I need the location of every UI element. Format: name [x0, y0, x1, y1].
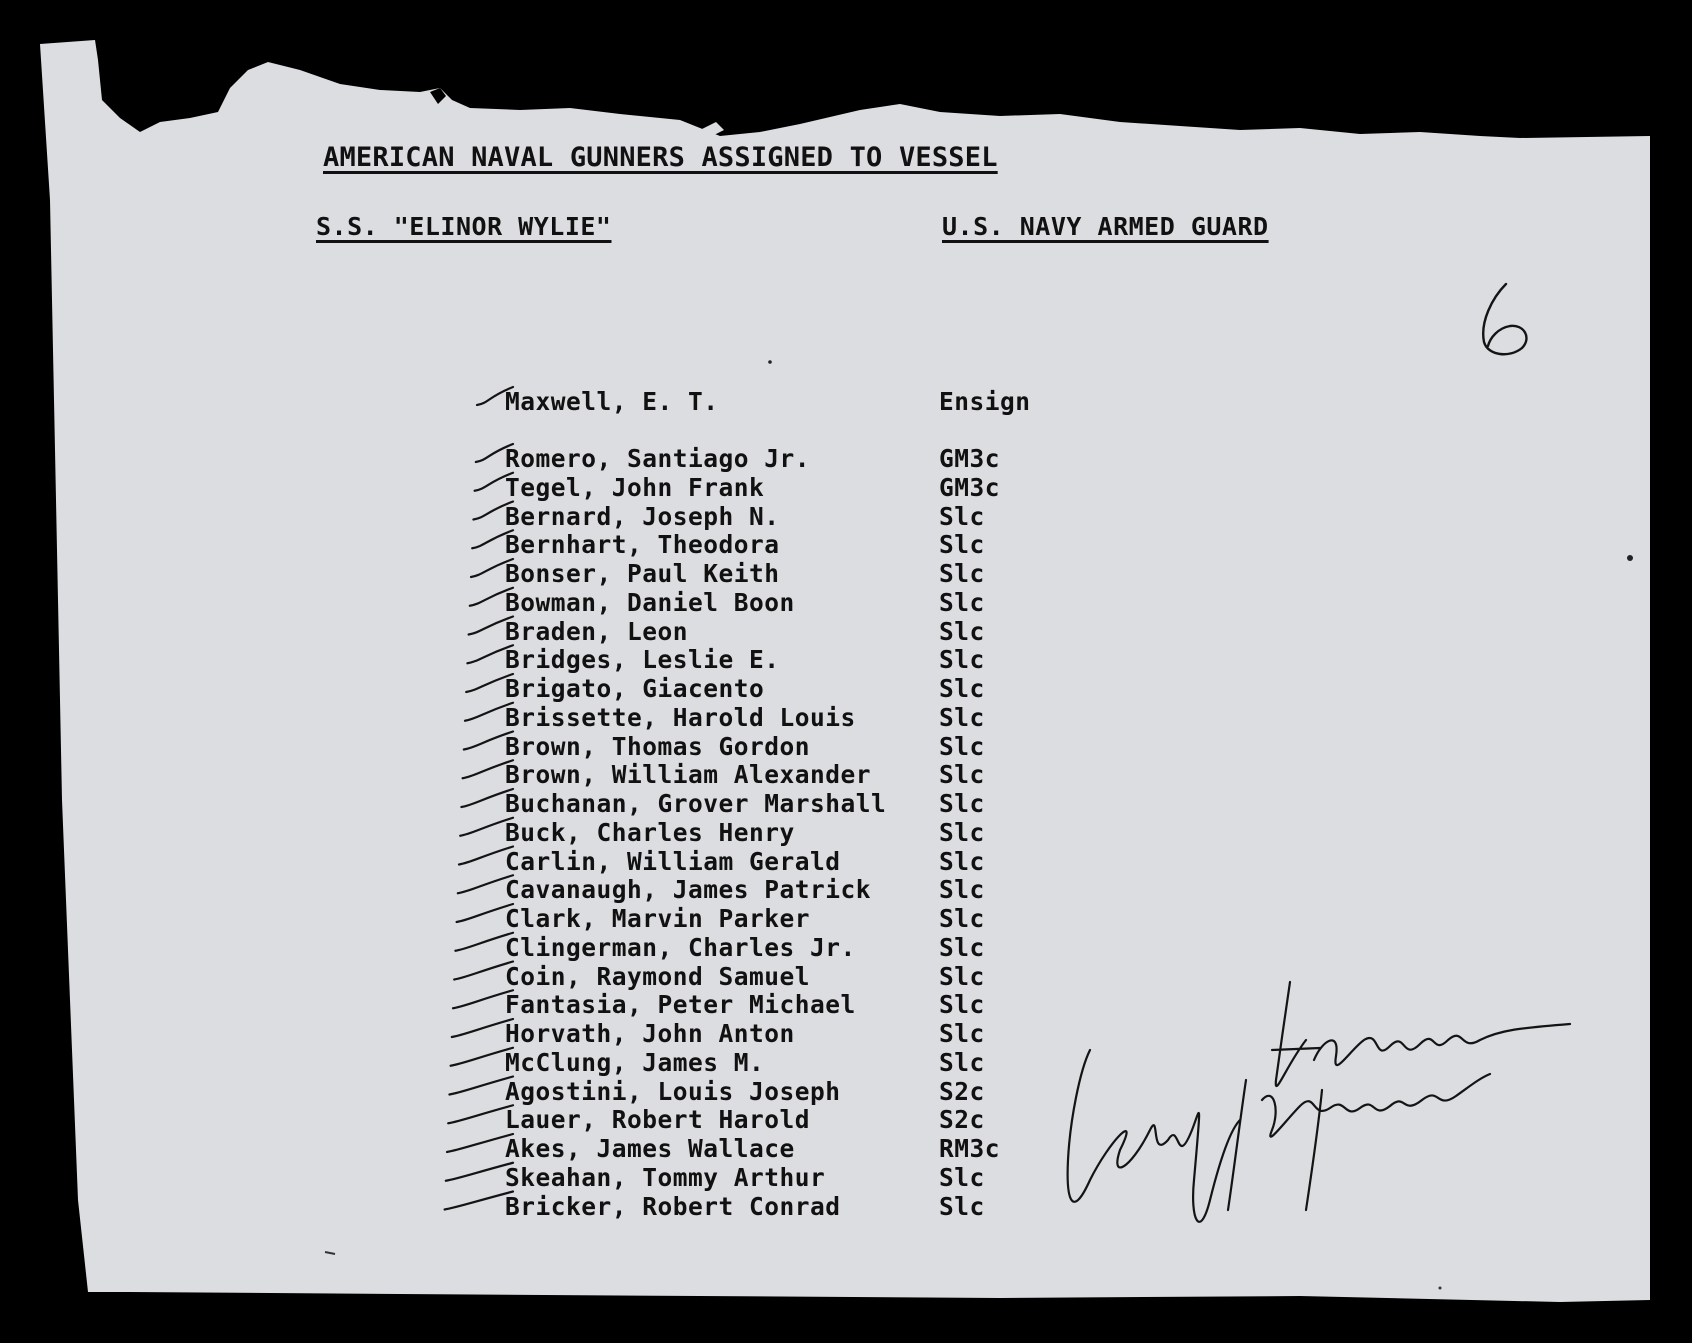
crew-name: Carlin, William Gerald — [505, 846, 841, 876]
crew-name: Brissette, Harold Louis — [505, 702, 856, 732]
crew-rate: Slc — [939, 501, 985, 531]
crew-name: Brown, Thomas Gordon — [505, 731, 811, 761]
crew-name: Fantasia, Peter Michael — [505, 990, 856, 1020]
handwritten-page-number — [1470, 280, 1540, 360]
crew-name: Bernard, Joseph N. — [505, 501, 780, 531]
crew-name: Horvath, John Anton — [505, 1019, 795, 1048]
crew-rate: Slc — [939, 961, 985, 991]
crew-rate: Slc — [939, 645, 985, 675]
crew-name: Brigato, Giacento — [505, 674, 765, 703]
crew-rate: Slc — [939, 702, 985, 732]
unit-name: U.S. NAVY ARMED GUARD — [942, 212, 1269, 241]
crew-rate: S2c — [939, 1076, 985, 1106]
crew-rate: Slc — [939, 530, 985, 560]
crew-rate: Slc — [939, 875, 985, 905]
officer-rate: Ensign — [939, 387, 1031, 416]
crew-rate: Slc — [939, 760, 985, 790]
inspector-signature — [1050, 970, 1590, 1260]
crew-rate: Slc — [939, 817, 985, 847]
crew-name: Tegel, John Frank — [505, 472, 765, 502]
crew-rate: GM3c — [939, 472, 1001, 502]
crew-name: Skeahan, Tommy Arthur — [505, 1162, 826, 1192]
vessel-name: S.S. "ELINOR WYLIE" — [316, 212, 612, 241]
crew-rate: Slc — [939, 674, 985, 703]
crew-name: Braden, Leon — [505, 616, 689, 646]
officer-name: Maxwell, E. T. — [505, 387, 719, 416]
crew-rate: RM3c — [939, 1134, 1001, 1163]
crew-name: Bridges, Leslie E. — [505, 645, 780, 675]
crew-rate: Slc — [939, 731, 985, 761]
crew-name: Bowman, Daniel Boon — [505, 587, 795, 617]
crew-name: Romero, Santiago Jr. — [505, 444, 811, 473]
crew-name: Clark, Marvin Parker — [505, 904, 811, 933]
crew-name: Buck, Charles Henry — [505, 817, 795, 847]
crew-name: Brown, William Alexander — [505, 760, 872, 790]
crew-rate: Slc — [939, 990, 985, 1020]
crew-name: Akes, James Wallace — [505, 1134, 795, 1163]
crew-name: Coin, Raymond Samuel — [505, 961, 811, 991]
crew-name: Agostini, Louis Joseph — [505, 1076, 841, 1106]
crew-rate: GM3c — [939, 444, 1001, 473]
crew-rate: Slc — [939, 1019, 985, 1048]
crew-rate: Slc — [939, 1162, 985, 1192]
crew-rate: Slc — [939, 932, 985, 962]
crew-rate: Slc — [939, 1047, 985, 1077]
document-title: AMERICAN NAVAL GUNNERS ASSIGNED TO VESSEL — [323, 142, 998, 173]
crew-name: Buchanan, Grover Marshall — [505, 789, 887, 818]
crew-name: Lauer, Robert Harold — [505, 1105, 811, 1135]
crew-name: Bernhart, Theodora — [505, 530, 780, 560]
crew-rate: Slc — [939, 587, 985, 617]
crew-rate: Slc — [939, 904, 985, 933]
crew-name: McClung, James M. — [505, 1047, 765, 1077]
crew-rate: Slc — [939, 559, 985, 588]
crew-rate: S2c — [939, 1105, 985, 1135]
crew-name: Clingerman, Charles Jr. — [505, 932, 856, 962]
crew-rate: Slc — [939, 616, 985, 646]
crew-name: Bricker, Robert Conrad — [505, 1191, 841, 1221]
crew-name: Cavanaugh, James Patrick — [505, 875, 872, 905]
crew-name: Bonser, Paul Keith — [505, 559, 780, 588]
crew-rate: Slc — [939, 789, 985, 818]
crew-rate: Slc — [939, 846, 985, 876]
crew-rate: Slc — [939, 1191, 985, 1221]
